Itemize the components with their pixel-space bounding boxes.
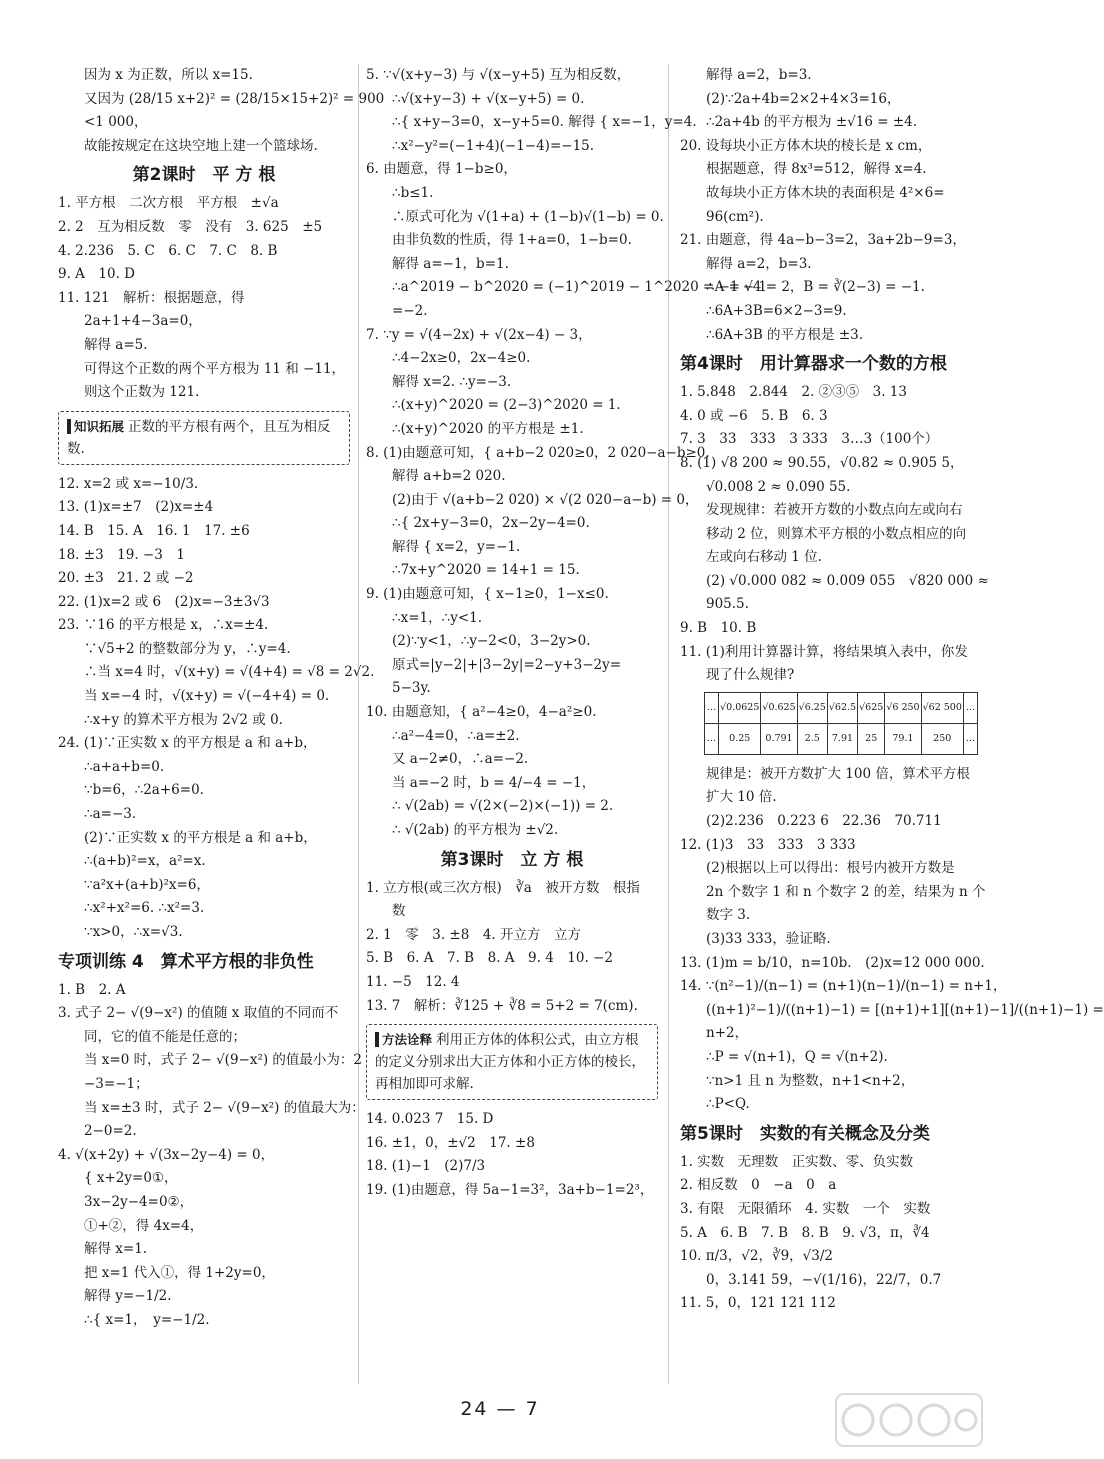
answer-line: 16. ±1，0，±√2 17. ±8 [366,1134,535,1151]
column-left [58,64,385,1333]
answer-line: 18. ±3 19. −3 1 [58,546,185,563]
answer-line: ∵a²x+(a+b)²x=6， [84,876,210,893]
table-cell: 0.791 [761,723,797,754]
answer-lines [58,979,365,1333]
answer-line: 8. (1)由题意可知，{ a+b−2 020≥0，2 020−a−b≥0. [366,444,710,461]
root-table [704,692,978,755]
lesson-heading-calculator: 第4课时 用计算器求一个数的方根 [680,354,947,375]
table-cell: 2.5 [797,723,827,754]
answer-line: 19. (1)由题意，得 5a−1=3²，3a+b−1=2³， [366,1181,654,1198]
answer-line: 9. (1)由题意可知，{ x−1≥0，1−x≤0. [366,586,609,603]
lesson-heading-cube-root: 第3课时 立 方 根 [440,849,584,870]
answer-line: 12. (1)3 33 333 3 333 [680,836,856,853]
table-cell: … [705,723,719,754]
answer-line: 96(cm²). [706,208,764,225]
answer-line: ∴b≤1. [392,184,434,201]
answer-line: 解得 a=2，b=3. [706,255,812,272]
table-cell: … [963,723,977,754]
answer-line: 1. 立方根(或三次方根) ∛a 被开方数 根指 [366,879,640,896]
answer-line: 1. 平方根 二次方根 平方根 ±√a [58,195,279,212]
answer-line: ∴x=1，∴y<1. [392,609,483,626]
tip-tag: 方法诠释 [375,1032,432,1047]
answer-line: 9. B 10. B [680,620,757,637]
answer-line: ∴P = √(n+1)，Q = √(n+2). [706,1048,888,1065]
watermark-logo [834,1392,984,1448]
answer-line: √0.008 2 ≈ 0.090 55. [706,478,851,495]
tip-tag: 知识拓展 [67,419,124,434]
table-cell: √6.25 [797,692,827,723]
answer-line: 5. A 6. B 7. B 8. B 9. √3，π，∛4 [680,1224,930,1241]
column-divider [358,64,359,1384]
answer-line: <1 000， [84,114,148,131]
answer-line: 1. B 2. A [58,981,126,998]
answer-line: 1. 实数 无理数 正实数、零、负实数 [680,1153,914,1170]
answer-line: ∴x²+x²=6. ∴x²=3. [84,900,205,917]
answer-line: (2)根据以上可以得出：根号内被开方数是 [706,860,955,877]
answer-line: 6. 由题意，得 1−b≥0， [366,161,517,178]
answer-line: ∴ √(2ab) = √(2×(−2)×(−1)) = 2. [392,798,614,815]
answer-line: 2. 1 零 3. ±8 4. 开立方 立方 [366,926,582,943]
answer-line: ∴x²−y²=(−1+4)(−1−4)=−15. [392,137,595,154]
answer-line: 当 x=0 时，式子 2− √(9−x²) 的值最小为：2 [84,1052,363,1069]
answer-line: ∴{ 2x+y−3=0，2x−2y−4=0. [392,515,590,532]
answer-line: 又 a−2≠0，∴a=−2. [392,751,529,768]
table-row [705,692,978,723]
answer-line: 8. (1) √8 200 ≈ 90.55，√0.82 ≈ 0.905 5， [680,454,964,471]
answer-line: ∴原式可化为 √(1+a) + (1−b)√(1−b) = 0. [392,208,664,225]
answer-line: 现了什么规律? [706,667,795,684]
answer-line: 同，它的值不能是任意的； [84,1028,246,1045]
knowledge-tip-box [58,411,350,465]
answer-line: (2)∵y<1，∴y−2<0，3−2y>0. [392,633,591,650]
answer-lines [680,763,1104,1117]
answer-line: ①+②，得 4x=4， [84,1217,204,1234]
answer-line: 3. 式子 2− √(9−x²) 的值随 x 取值的不同而不 [58,1005,339,1022]
table-cell: √0.625 [761,692,797,723]
answer-line: 解得 y=−1/2. [84,1288,172,1305]
answer-line: 11. −5 12. 4 [366,973,460,990]
answer-line: 数 [392,903,406,920]
answer-line: 解得 { x=2，y=−1. [392,538,521,555]
answer-line: 移动 2 位，则算术平方根的小数点相应的向 [706,525,967,542]
tip-text: 正数的平方根有两个，且互为相反数. [67,418,331,457]
answer-line: 22. (1)x=2 或 6 (2)x=−3±3√3 [58,593,270,610]
answer-line: 4. 0 或 −6 5. B 6. 3 [680,407,828,424]
answer-lines [58,64,385,158]
table-cell: √6 250 [885,692,921,723]
answer-line: ∴(a+b)²=x，a²=x. [84,853,206,870]
answer-line: (2)∵2a+4b=2×2+4×3=16， [706,90,901,107]
answer-line: ∴a=−3. [84,806,137,823]
answer-line: 11. 121 解析：根据题意，得 [58,289,245,306]
answer-line: ((n+1)²−1)/((n+1)−1) = [(n+1)+1][(n+1)−1]/((n+1)−1) = [706,1001,1104,1018]
table-cell: … [705,692,719,723]
answer-line: 当 x=−4 时，√(x+y) = √(−4+4) = 0. [84,688,330,705]
answer-line: 3. 有限 无限循环 4. 实数 一个 实数 [680,1200,931,1217]
answer-line: 21. 由题意，得 4a−b−3=2，3a+2b−9=3， [680,232,966,249]
answer-line: 12. x=2 或 x=−10/3. [58,475,199,492]
answer-line: 又因为 (28/15 x+2)² = (28/15×15+2)² = 900 [84,90,385,107]
answer-line: 18. (1)−1 (2)7/3 [366,1158,486,1175]
answer-line: (2)∵正实数 x 的平方根是 a 和 a+b， [84,829,317,846]
answer-line: n+2， [706,1025,749,1042]
table-cell: √62.5 [827,692,857,723]
answer-line: 由非负数的性质，得 1+a=0，1−b=0. [392,232,632,249]
answer-line: (3)33 333，验证略. [706,931,831,947]
answer-line: 13. 7 解析：∛125 + ∛8 = 5+2 = 7(cm). [366,997,638,1014]
answer-line: ∴P<Q. [706,1096,750,1113]
answer-line: 故能按规定在这块空地上建一个篮球场. [84,137,318,154]
table-cell: √625 [858,692,885,723]
answer-line: 20. 设每块小正方体木块的棱长是 x cm， [680,137,932,154]
answer-line: 7. ∵y = √(4−2x) + √(2x−4) − 3， [366,326,592,343]
column-divider [668,64,669,1384]
answer-line: ∵n>1 且 n 为整数，n+1<n+2， [706,1072,915,1089]
answer-lines [366,877,658,1019]
answer-line: (2) √0.000 082 ≈ 0.009 055 √820 000 ≈ [706,572,989,589]
answer-line: ∵√5+2 的整数部分为 y，∴y=4. [84,640,291,657]
answer-lines [680,64,978,347]
special-training-heading: 专项训练 4 算术平方根的非负性 [58,951,314,972]
lesson-heading-real-numbers: 第5课时 实数的有关概念及分类 [680,1123,930,1144]
answer-line: 可得这个正数的两个平方根为 11 和 −11， [84,360,346,377]
answer-line: ∴6A+3B 的平方根是 ±3. [706,326,864,343]
answer-line: ∴A = √4 = 2，B = ∛(2−3) = −1. [706,279,925,296]
table-cell: 79.1 [885,723,921,754]
answer-line: 2. 2 互为相反数 零 没有 3. 625 ±5 [58,218,323,235]
answer-line: 把 x=1 代入①，得 1+2y=0， [84,1264,275,1281]
answer-line: 2−0=2. [84,1123,137,1140]
answer-line: 解得 a=5. [84,336,148,353]
answer-line: 20. ±3 21. 2 或 −2 [58,570,194,587]
answer-line: 解得 a+b=2 020. [392,468,506,485]
table-cell: 7.91 [827,723,857,754]
answer-lines [366,1108,658,1202]
table-cell: √0.0625 [719,692,761,723]
answer-line: ∴a+a+b=0. [84,758,165,775]
answer-line: ∴7x+y^2020 = 14+1 = 15. [392,562,580,579]
table-cell: … [963,692,977,723]
answer-line: 14. 0.023 7 15. D [366,1111,494,1128]
answer-line: 数字 3. [706,907,751,924]
answer-line: 14. B 15. A 16. 1 17. ±6 [58,522,250,539]
answer-line: 2. 相反数 0 −a 0 a [680,1177,837,1194]
answer-line: 故每块小正方体木块的表面积是 4²×6= [706,184,945,201]
answer-line: 规律是：被开方数扩大 100 倍，算术平方根 [706,765,970,782]
answer-line: 2n 个数字 1 和 n 个数字 2 的差，结果为 n 个 [706,883,986,900]
answer-line: ∴2a+4b 的平方根为 ±√16 = ±4. [706,114,918,131]
answer-line: ∴a²−4=0，∴a=±2. [392,727,520,744]
answer-lines [58,473,375,945]
answer-line: 24. (1)∵正实数 x 的平方根是 a 和 a+b， [58,735,317,752]
answer-line: 原式=|y−2|+|3−2y|=2−y+3−2y= [392,656,622,673]
answer-lines [680,1151,978,1316]
answer-line: 11. 5，0，121 121 112 [680,1295,836,1312]
answer-line: 左或向右移动 1 位. [706,549,822,566]
answer-line: 4. √(x+2y) + √(3x−2y−4) = 0， [58,1146,275,1163]
answer-line: 4. 2.236 5. C 6. C 7. C 8. B [58,242,278,259]
answer-line: 扩大 10 倍. [706,789,777,806]
table-row [705,723,978,754]
answer-line: ∴(x+y)^2020 的平方根是 ±1. [392,420,584,437]
table-cell: √62 500 [921,692,963,723]
answer-line: ∴当 x=4 时，√(x+y) = √(4+4) = √8 = 2√2. [84,664,375,681]
answer-line: ∴(x+y)^2020 = (2−3)^2020 = 1. [392,397,621,414]
column-right [680,64,1104,1316]
answer-line: 5. ∵√(x+y−3) 与 √(x−y+5) 互为相反数， [366,67,631,83]
answer-line: 解得 a=2，b=3. [706,67,812,83]
answer-line: { x+2y=0①， [84,1170,178,1187]
answer-line: 0，3.141 59，−√(1/16)，22/7，0.7̇ [706,1271,942,1288]
answer-line: ∵b=6，∴2a+6=0. [84,782,204,799]
answer-line: 23. ∵16 的平方根是 x，∴x=±4. [58,617,269,634]
answer-line: 因为 x 为正数，所以 x=15. [84,67,253,83]
answer-lines [680,381,989,688]
answer-line: 905.5. [706,596,749,613]
answer-line: 13. (1)m = b/10，n=10b. (2)x=12 000 000. [680,954,985,971]
answer-line: 14. ∵(n²−1)/(n−1) = (n+1)(n−1)/(n−1) = n+1， [680,978,1007,995]
answer-line: 3x−2y−4=0②， [84,1193,194,1210]
method-tip-box [366,1024,658,1100]
tip-text: 利用正方体的体积公式，由立方根的定义分别求出大正方体和小正方体的棱长，再相加即可求解. [375,1032,645,1093]
answer-line: 当 a=−2 时，b = 4/−4 = −1， [392,774,596,791]
answer-line: ∴{ x=1， y=−1/2. [84,1311,210,1328]
answer-line: 7. 3 33 333 3 333 3…3（100个） [680,431,939,448]
answer-line: 根据题意，得 8x³=512，解得 x=4. [706,161,927,178]
answer-line: 10. 由题意知，{ a²−4≥0，4−a²≥0. [366,704,597,721]
table-cell: 25 [858,723,885,754]
answer-line: 发现规律：若被开方数的小数点向左或向右 [706,502,963,519]
answer-line: (2)2.236 0.223 6 22.36 70.711 [706,813,942,830]
answer-line: 9. A 10. D [58,266,136,283]
answer-line: (2)由于 √(a+b−2 020) × √(2 020−a−b) = 0， [392,491,699,508]
answer-line: 解得 x=2. ∴y=−3. [392,373,512,390]
answer-line: 5−3y. [392,680,431,697]
answer-line: 11. (1)利用计算器计算，将结果填入表中，你发 [680,643,968,660]
answer-line: −3=−1； [84,1075,149,1092]
answer-line: ∴4−2x≥0，2x−4≥0. [392,350,531,367]
answer-line: ∵x>0，∴x=√3. [84,924,183,940]
answer-line: ∴√(x+y−3) + √(x−y+5) = 0. [392,90,585,107]
answer-line: 5. B 6. A 7. B 8. A 9. 4 10. −2 [366,950,613,967]
answer-line: ∴a^2019 − b^2020 = (−1)^2019 − 1^2020 = −1 − 1 [392,279,767,296]
answer-line: 1. 5.848 2.844 2. ②③⑤ 3. 13 [680,384,907,401]
answer-line: ∴x+y 的算术平方根为 2√2 或 0. [84,711,283,728]
table-cell: 0.25 [719,723,761,754]
lesson-heading-square-root: 第2课时 平 方 根 [132,165,276,186]
answer-lines [58,192,350,404]
answer-line: 10. π/3，√2，∛9，√3/2 [680,1248,833,1265]
answer-line: 2a+1+4−3a=0， [84,313,202,330]
answer-line: 当 x=±3 时，式子 2− √(9−x²) 的值最大为： [84,1099,365,1116]
page-number: 24 — 7 [460,1398,540,1420]
answer-line: 则这个正数为 121. [84,384,200,401]
answer-line: ∴ √(2ab) 的平方根为 ±√2. [392,822,559,838]
answer-line: 13. (1)x=±7 (2)x=±4 [58,499,214,516]
answer-line: =−2. [392,302,428,319]
answer-line: 解得 a=−1，b=1. [392,255,509,272]
table-cell: 250 [921,723,963,754]
answer-line: 解得 x=1. [84,1241,148,1258]
answer-line: ∴{ x+y−3=0，x−y+5=0. 解得 { x=−1，y=4. [392,114,697,131]
answer-line: ∴6A+3B=6×2−3=9. [706,302,847,319]
